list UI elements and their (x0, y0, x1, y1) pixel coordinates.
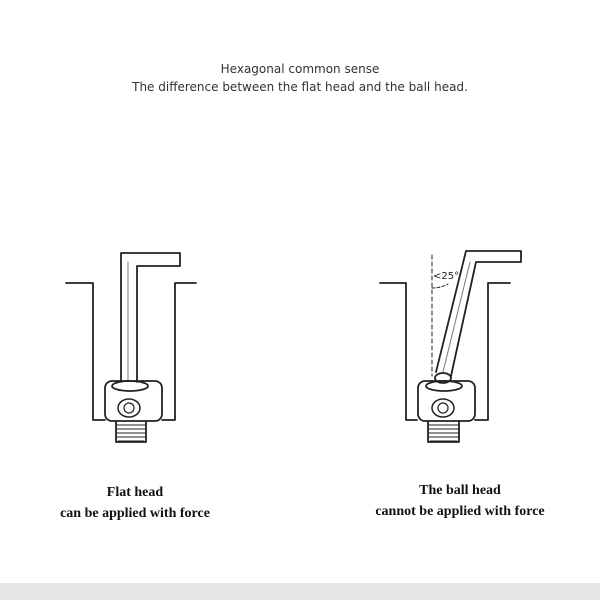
ball-head-caption-title: The ball head (419, 483, 501, 498)
footer-band (0, 583, 600, 600)
left-hex-key (121, 253, 180, 382)
flat-head-caption-title: Flat head (106, 485, 164, 500)
angle-label: <25° (433, 271, 460, 282)
flat-head-caption (20, 482, 250, 524)
right-hex-key (436, 251, 521, 376)
right-thread (428, 421, 459, 442)
ball-head-caption (340, 480, 580, 522)
angle-arc (432, 284, 448, 288)
ball-head-figure (380, 251, 521, 442)
left-thread (116, 421, 146, 442)
header-title: Hexagonal common sense (220, 62, 380, 76)
ball-head-caption-text: cannot be applied with force (375, 504, 545, 519)
header-subtitle: The difference between the flat head and the ball head. (132, 80, 468, 94)
left-screw-head (105, 381, 162, 421)
flat-head-figure (66, 253, 196, 442)
flat-head-caption-text: can be applied with force (60, 506, 210, 521)
